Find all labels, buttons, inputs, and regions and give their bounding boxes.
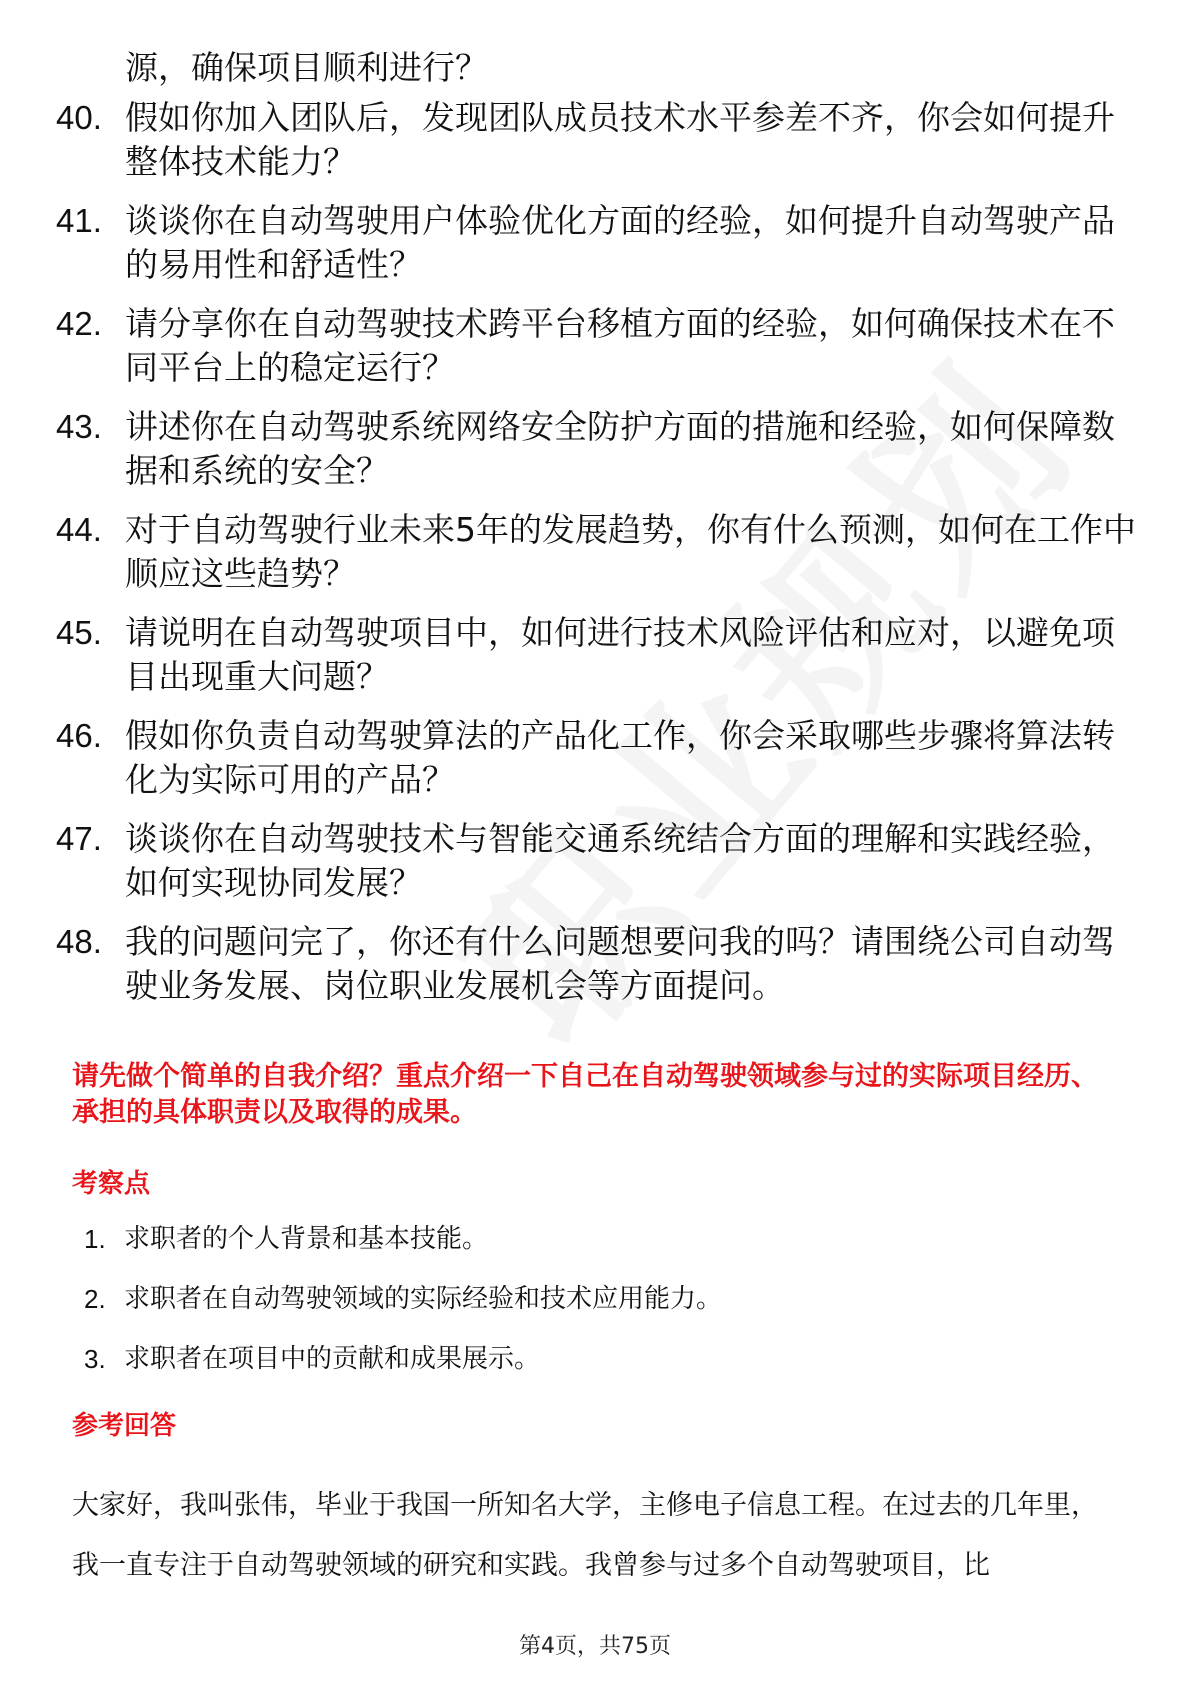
question-item: [56, 817, 1136, 920]
page-footer: 第4页，共75页: [519, 1634, 671, 1659]
list-item: [84, 1222, 1084, 1282]
point-number: 1.: [84, 1224, 106, 1254]
question-number: 41.: [56, 202, 102, 239]
question-item: [56, 302, 1136, 405]
point-number: 2.: [84, 1284, 106, 1314]
reference-answer-text: 大家好，我叫张伟，毕业于我国一所知名大学，主修电子信息工程。在过去的几年里，我一直专注于自动驾驶领域的研究和实践。我曾参与过多个自动驾驶项目，比: [72, 1490, 1098, 1581]
question-item: [56, 508, 1136, 611]
question-item: [56, 714, 1136, 817]
question-text: 请说明在自动驾驶项目中，如何进行技术风险评估和应对，以避免项目出现重大问题？: [125, 613, 1115, 696]
question-text: 讲述你在自动驾驶系统网络安全防护方面的措施和经验，如何保障数据和系统的安全？: [125, 407, 1115, 490]
intro-question-heading: 请先做个简单的自我介绍？重点介绍一下自己在自动驾驶领域参与过的实际项目经历、承担的具体职责以及取得的成果。: [72, 1061, 1098, 1128]
question-number: 42.: [56, 305, 102, 342]
question-item: [56, 920, 1136, 1023]
question-item: [56, 199, 1136, 302]
question-list: [56, 46, 1136, 1023]
reference-answer-heading: 参考回答: [72, 1411, 177, 1441]
assessment-heading: 考察点: [72, 1169, 151, 1199]
question-text: 假如你加入团队后，发现团队成员技术水平参差不齐，你会如何提升整体技术能力？: [125, 98, 1115, 181]
question-text: 对于自动驾驶行业未来5年的发展趋势，你有什么预测，如何在工作中顺应这些趋势？: [125, 510, 1136, 593]
question-text: 请分享你在自动驾驶技术跨平台移植方面的经验，如何确保技术在不同平台上的稳定运行？: [125, 304, 1115, 387]
point-text: 求职者在自动驾驶领域的实际经验和技术应用能力。: [124, 1284, 723, 1314]
point-text: 求职者在项目中的贡献和成果展示。: [124, 1344, 541, 1374]
question-text: 谈谈你在自动驾驶技术与智能交通系统结合方面的理解和实践经验，如何实现协同发展？: [125, 819, 1115, 902]
question-number: 46.: [56, 717, 102, 754]
question-text: 谈谈你在自动驾驶用户体验优化方面的经验，如何提升自动驾驶产品的易用性和舒适性？: [125, 201, 1115, 284]
question-number: 43.: [56, 408, 102, 445]
point-number: 3.: [84, 1344, 106, 1374]
point-text: 求职者的个人背景和基本技能。: [124, 1224, 489, 1254]
question-number: 48.: [56, 923, 102, 960]
list-item: [84, 1282, 1084, 1342]
question-text: 我的问题问完了，你还有什么问题想要问我的吗？请围绕公司自动驾驶业务发展、岗位职业发展机会等方面提问。: [125, 922, 1115, 1005]
question-continuation: 源，确保项目顺利进行？: [125, 48, 488, 87]
question-text: 假如你负责自动驾驶算法的产品化工作，你会采取哪些步骤将算法转化为实际可用的产品？: [125, 716, 1115, 799]
question-number: 45.: [56, 614, 102, 651]
question-number: 40.: [56, 99, 102, 136]
question-item: [56, 611, 1136, 714]
question-item: [56, 96, 1136, 199]
question-number: 47.: [56, 820, 102, 857]
question-number: 44.: [56, 511, 102, 548]
list-item: [84, 1342, 1084, 1402]
question-item: [56, 405, 1136, 508]
assessment-points-list: [84, 1222, 1084, 1402]
